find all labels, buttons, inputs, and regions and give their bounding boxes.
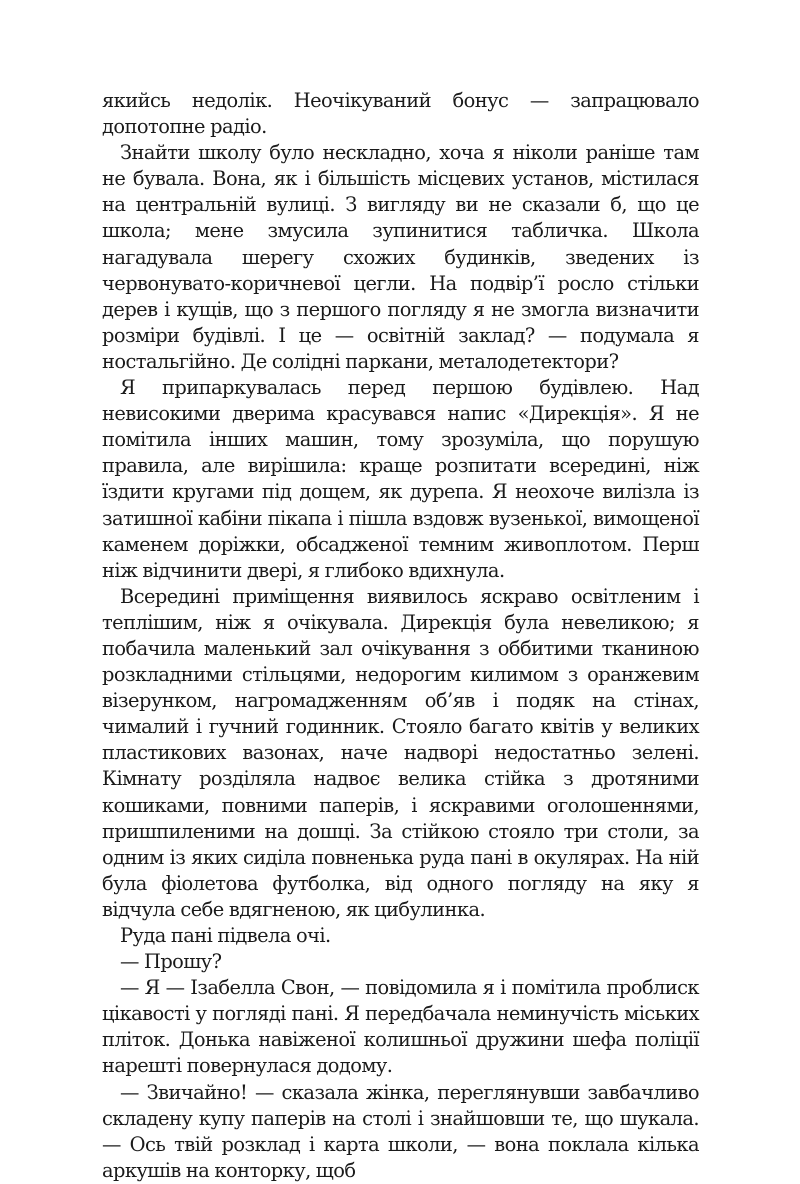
- paragraph-office-interior: Всередині приміщення виявилось яскраво освітленим і теплішим, ніж я очікувала. Дирекція була невеликою; я побачила маленький зал очікування з оббитими тканиною розкладними стільцями, недорогим килимом з оранжевим візерунком, нагромадженням об’яв і подяк на стінах, чималий і гучний годинник. Стояло багато квітів у великих пластикових вазонах, наче надворі недостатньо зелені. Кімнату розділяла надвоє велика стійка з дротяними кошиками, повними паперів, і яскравими оголошеннями, пришпиленими на дошці. За стійкою стояло три столи, за одним із яких сиділа повненька руда пані в окулярах. На ній була фіолетова футболка, від одного погляду на яку я відчула себе вдягненою, як цибулинка.: [102, 584, 699, 921]
- dialogue-line-please: — Прошу?: [120, 950, 222, 974]
- paragraph-continuation: якийсь недолік. Неочікуваний бонус — запрацювало допотопне радіо.: [102, 89, 699, 139]
- dialogue-line-of-course: — Звичайно! — сказала жінка, переглянувши завбачливо складену купу паперів на столі і знайшовши те, що шукала. — Ось твій розклад і карта школи, — вона поклала кілька аркушів на конторку, щоб: [102, 1080, 699, 1182]
- paragraph-finding-school: Знайти школу було нескладно, хоча я ніколи раніше там не бувала. Вона, як і більшість місцевих установ, містилася на центральній вулиці. З вигляду ви не сказали б, що це школа; мене змусила зупинитися табличка. Школа нагадувала шерегу схожих будинків, зведених із червонувато-коричневої цегли. На подвір’ї росло стільки дерев і кущів, що з першого погляду я не змогла визначити розміри будівлі. І це — освітній заклад? — подумала я ностальгійно. Де солідні паркани, металодетектори?: [102, 141, 699, 373]
- dialogue-line-isabella: — Я — Ізабелла Свон, — повідомила я і помітила проблиск цікавості у погляді пані. Я передбачала неминучість міських пліток. Донька навіженої колишньої дружини шефа поліції нарешті повернулася додому.: [102, 976, 699, 1078]
- paragraph-red-lady: Руда пані підвела очі.: [120, 924, 331, 947]
- paragraph-parking: Я припаркувалась перед першою будівлею. Над невисокими дверима красувався напис «Дирекція». Я не помітила інших машин, тому зрозуміла, що порушую правила, але вирішила: краще розпитати всередині, ніж їздити кругами під дощем, як дурепа. Я неохоче вилізла із затишної кабіни пікапа і пішла вздовж вузенької, вимощеної каменем доріжки, обсадженої темним живоплотом. Перш ніж відчинити двері, я глибоко вдихнула.: [102, 376, 699, 582]
- book-page: [102, 88, 699, 1184]
